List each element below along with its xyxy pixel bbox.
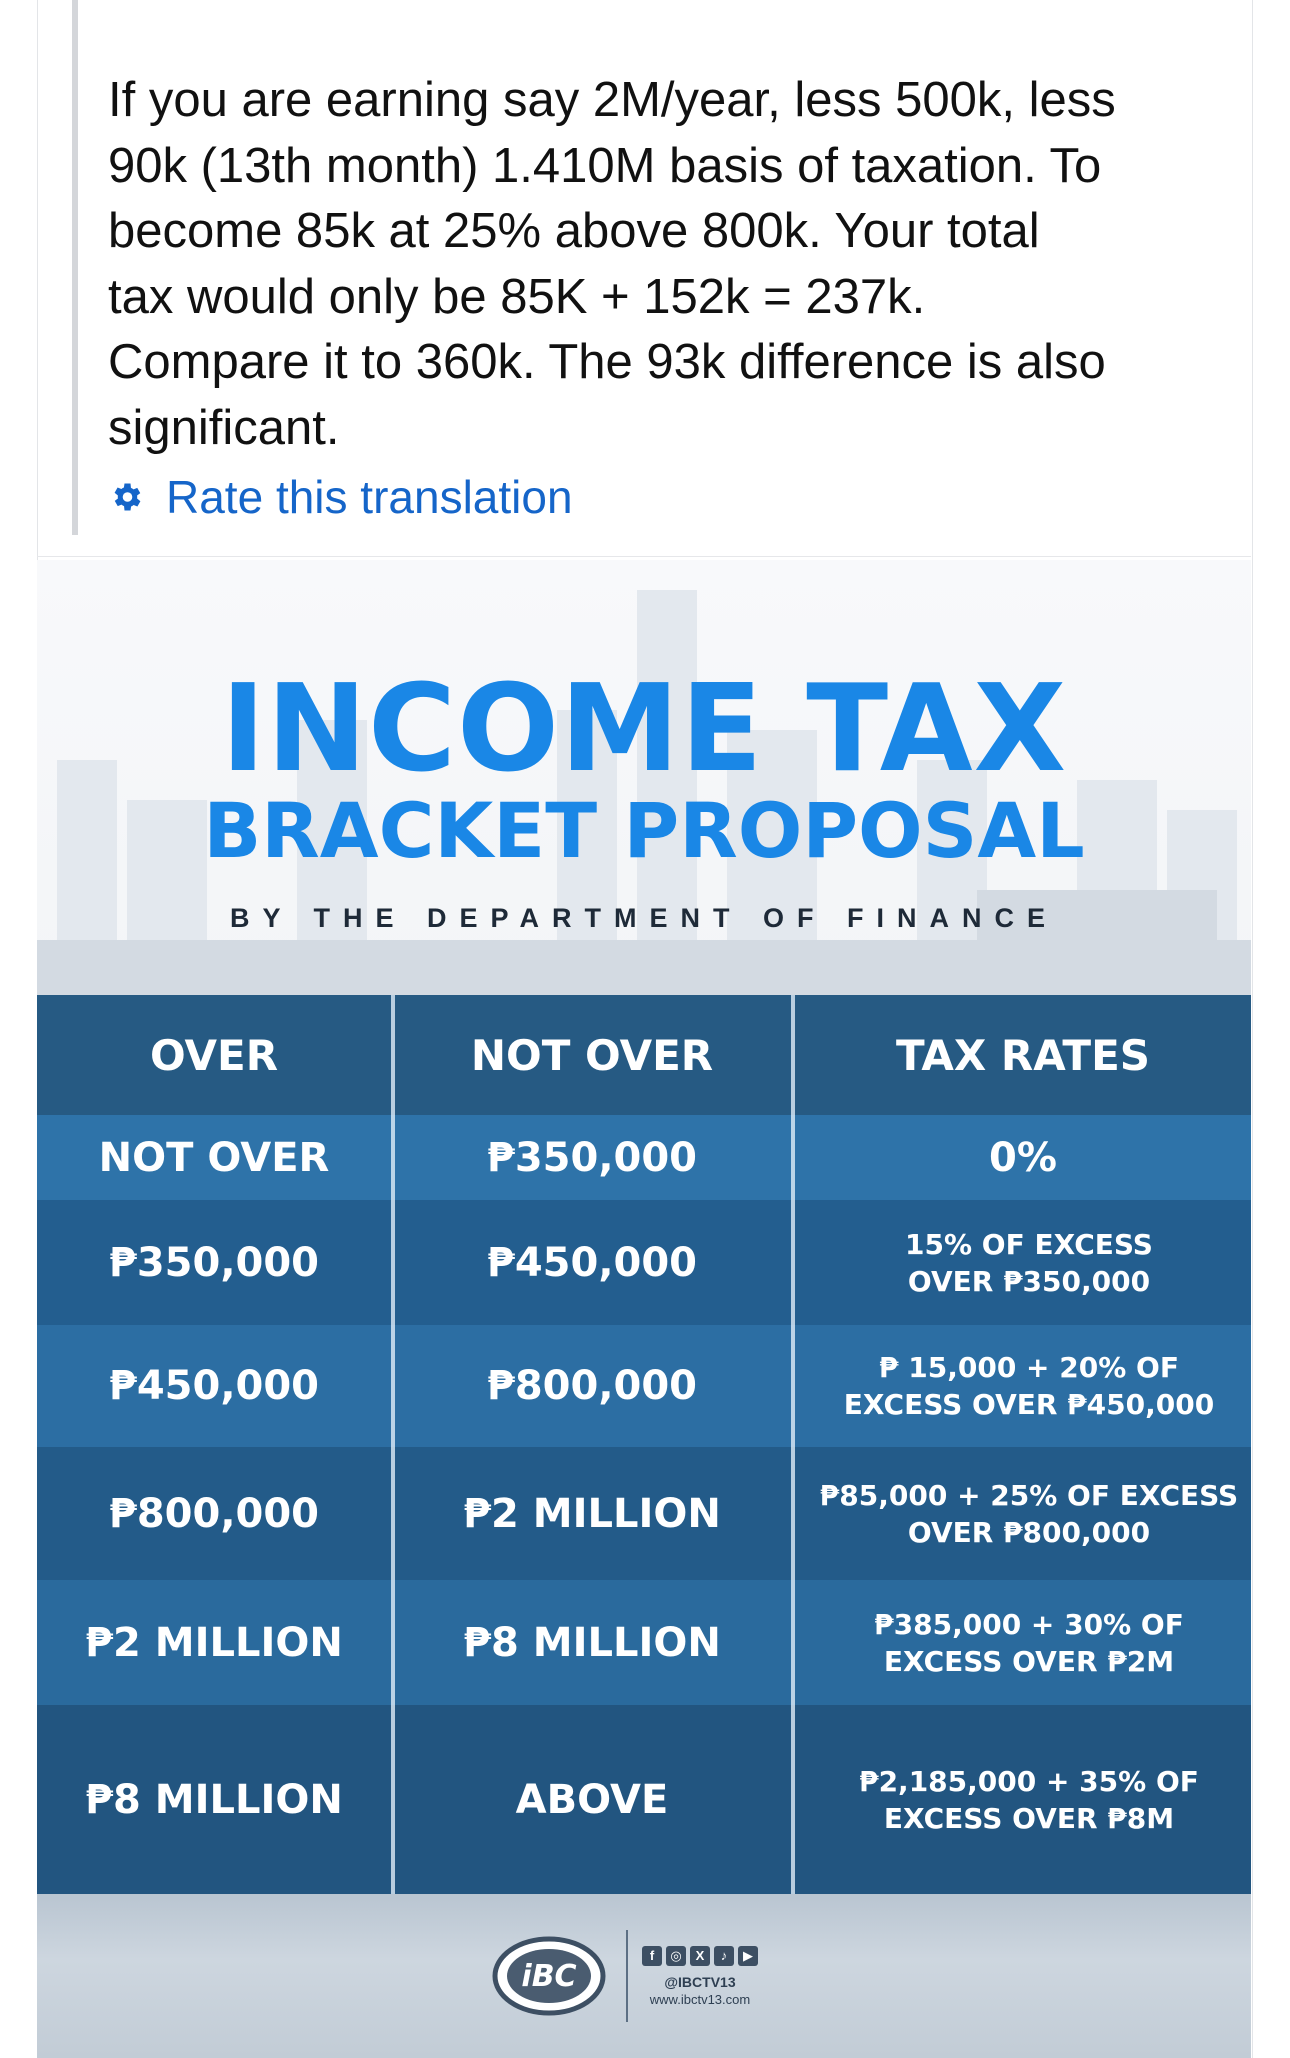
infographic-subtitle: BY THE DEPARTMENT OF FINANCE (229, 903, 1058, 933)
translated-post-text: If you are earning say 2M/year, less 500k, less 90k (13th month) 1.410M basis of taxation. To become 85k at 25% above 800k. Your total tax would only be 85K + 152k = 237k. Compare it to 360k. The 93k difference is also significant. (108, 73, 1116, 455)
instagram-icon: ◎ (666, 1946, 686, 1966)
tax-rate-cell: ₱385,000 + 30% OF EXCESS OVER ₱2M (874, 1607, 1184, 1678)
table-row (37, 1325, 1251, 1447)
not-over-cell: ABOVE (515, 1776, 669, 1823)
divider (37, 556, 1251, 557)
not-over-cell: ₱350,000 (486, 1134, 698, 1181)
over-cell: ₱8 MILLION (85, 1776, 343, 1823)
social-icons (642, 1946, 758, 1966)
table-row (37, 1200, 1251, 1325)
rate-translation-link[interactable] (108, 470, 573, 524)
tax-rate-cell: ₱85,000 + 25% OF EXCESS OVER ₱800,000 (819, 1478, 1239, 1549)
infographic-image (37, 560, 1251, 2058)
tax-rate-cell: 0% (989, 1134, 1057, 1181)
header-tax-rates: TAX RATES (895, 1030, 1151, 1080)
table-row (37, 1447, 1251, 1580)
tax-rate-cell: ₱ 15,000 + 20% OF EXCESS OVER ₱450,000 (843, 1351, 1215, 1421)
over-cell: ₱800,000 (108, 1490, 320, 1537)
quote-bar (72, 0, 78, 535)
svg-text:iBC: iBC (521, 1959, 577, 1994)
tax-bracket-table (37, 995, 1251, 1894)
table-row (37, 1115, 1251, 1200)
logo-separator (626, 1930, 628, 2022)
not-over-cell: ₱450,000 (486, 1239, 698, 1286)
over-cell: NOT OVER (98, 1134, 330, 1181)
over-cell: ₱350,000 (108, 1239, 320, 1286)
social-handle: @IBCTV13 (664, 1973, 736, 1990)
column-divider (791, 995, 795, 1894)
social-info (642, 1946, 758, 2007)
tax-rate-cell: ₱2,185,000 + 35% OF EXCESS OVER ₱8M (859, 1764, 1199, 1835)
tax-rate-cell: 15% OF EXCESS OVER ₱350,000 (905, 1227, 1153, 1298)
over-cell: ₱2 MILLION (85, 1619, 343, 1666)
header-not-over: NOT OVER (470, 1030, 714, 1080)
facebook-icon: f (642, 1946, 662, 1966)
rate-translation-label: Rate this translation (166, 471, 573, 523)
not-over-cell: ₱800,000 (486, 1363, 698, 1409)
x-icon: X (690, 1946, 710, 1966)
header-over: OVER (149, 1030, 279, 1080)
table-row (37, 1580, 1251, 1705)
gear-icon (108, 479, 144, 515)
infographic-title: INCOME TAX (220, 660, 1068, 799)
not-over-cell: ₱8 MILLION (463, 1619, 721, 1666)
website-url: www.ibctv13.com (649, 1991, 751, 2007)
tiktok-icon: ♪ (714, 1946, 734, 1966)
column-divider (391, 995, 395, 1894)
not-over-cell: ₱2 MILLION (463, 1490, 721, 1537)
infographic-title-line2: BRACKET PROPOSAL (203, 786, 1085, 875)
table-header-row (37, 995, 1251, 1115)
youtube-icon: ▶ (738, 1946, 758, 1966)
ibc-branding (492, 1930, 758, 2022)
over-cell: ₱450,000 (108, 1363, 320, 1409)
table-row (37, 1705, 1251, 1894)
ibc-logo (492, 1936, 606, 2016)
